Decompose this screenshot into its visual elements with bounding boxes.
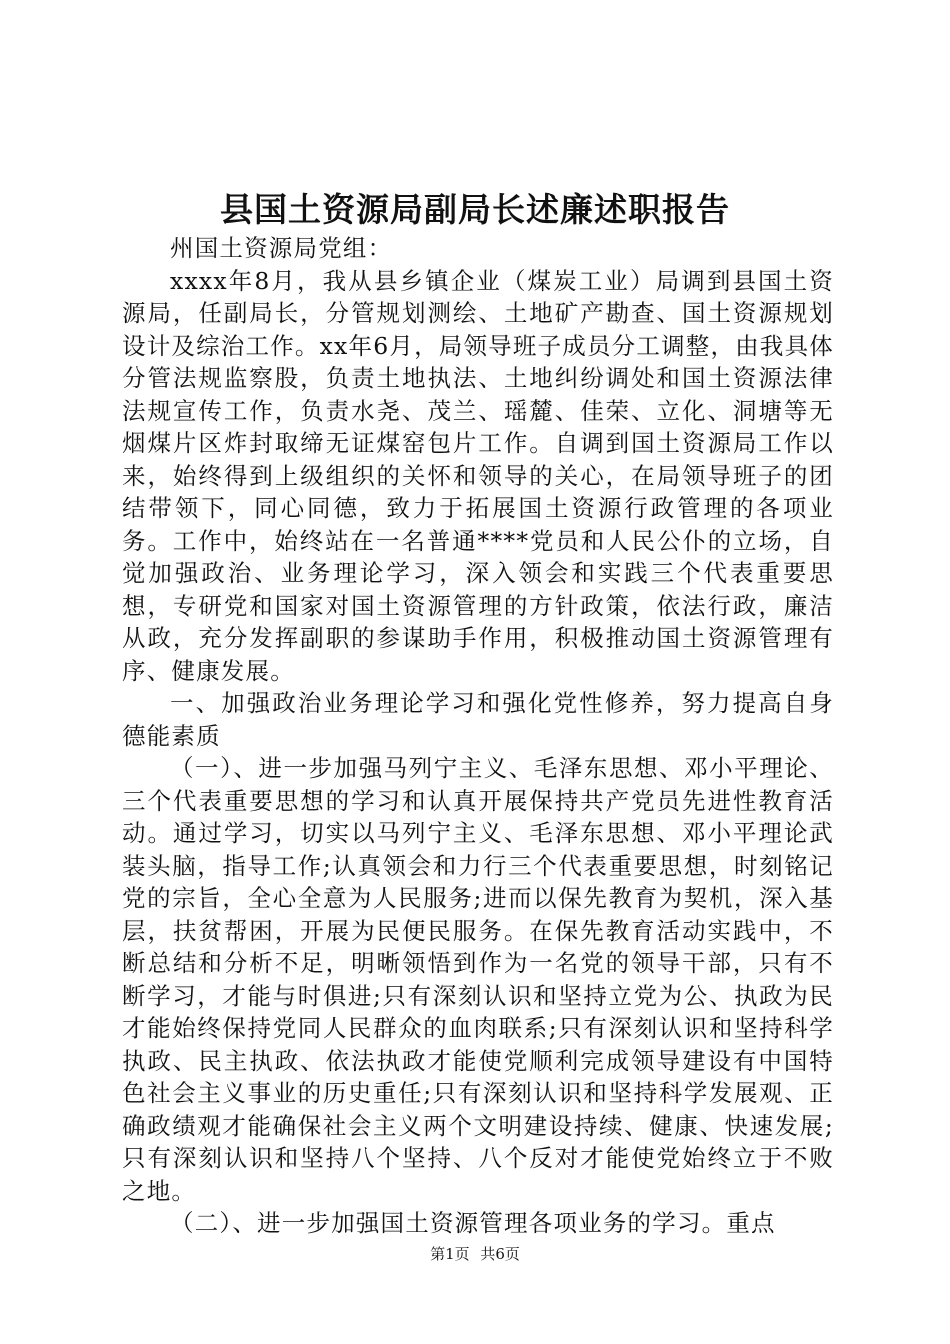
document-title: 县国土资源局副局长述廉述职报告 (220, 190, 730, 229)
page-footer (0, 1244, 950, 1264)
document-body (122, 232, 834, 1240)
intro-paragraph: xxxx年8月，我从县乡镇企业（煤炭工业）局调到县国土资源局，任副局长，分管规划测绘、土地矿产勘查、国土资源规划设计及综治工作。xx年6月，局领导班子成员分工调整，由我具体分管法规监察股，负责土地执法、土地纠纷调处和国土资源法律法规宣传工作，负责水尧、茂兰、瑶麓、佳荣、立化、洞塘等无烟煤片区炸封取缔无证煤窑包片工作。自调到国土资源局工作以来，始终得到上级组织的关怀和领导的关心，在局领导班子的团结带领下，同心同德，致力于拓展国土资源行政管理的各项业务。工作中，始终站在一名普通****党员和人民公仆的立场，自觉加强政治、业务理论学习，深入领会和实践三个代表重要思想，专研党和国家对国土资源管理的方针政策，依法行政，廉洁从政，充分发挥副职的参谋助手作用，积极推动国土资源管理有序、健康发展。 (122, 266, 834, 685)
page-number: 第1页 (430, 1245, 470, 1263)
page-total: 共6页 (480, 1245, 520, 1263)
subsection-paragraph-2: （二）、进一步加强国土资源管理各项业务的学习。重点 (170, 1209, 776, 1237)
subsection-paragraph-1: （一）、进一步加强马列宁主义、毛泽东思想、邓小平理论、三个代表重要思想的学习和认真开展保持共产党员先进性教育活动。通过学习，切实以马列宁主义、毛泽东思想、邓小平理论武装头脑，指导工作;认真领会和力行三个代表重要思想，时刻铭记党的宗旨，全心全意为人民服务;进而以保先教育为契机，深入基层，扶贫帮困，开展为民便民服务。在保先教育活动实践中，不断总结和分析不足，明晰领悟到作为一名党的领导干部，只有不断学习，才能与时俱进;只有深刻认识和坚持立党为公、执政为民才能始终保持党同人民群众的血肉联系;只有深刻认识和坚持科学执政、民主执政、依法执政才能使党顺利完成领导建设有中国特色社会主义事业的历史重任;只有深刻认识和坚持科学发展观、正确政绩观才能确保社会主义两个文明建设持续、健康、快速发展;只有深刻认识和坚持八个坚持、八个反对才能使党始终立于不败之地。 (122, 754, 834, 1205)
section-heading-1: 一、加强政治业务理论学习和强化党性修养，努力提高自身德能素质 (122, 689, 834, 750)
salutation-paragraph: 州国土资源局党组： (170, 234, 393, 262)
